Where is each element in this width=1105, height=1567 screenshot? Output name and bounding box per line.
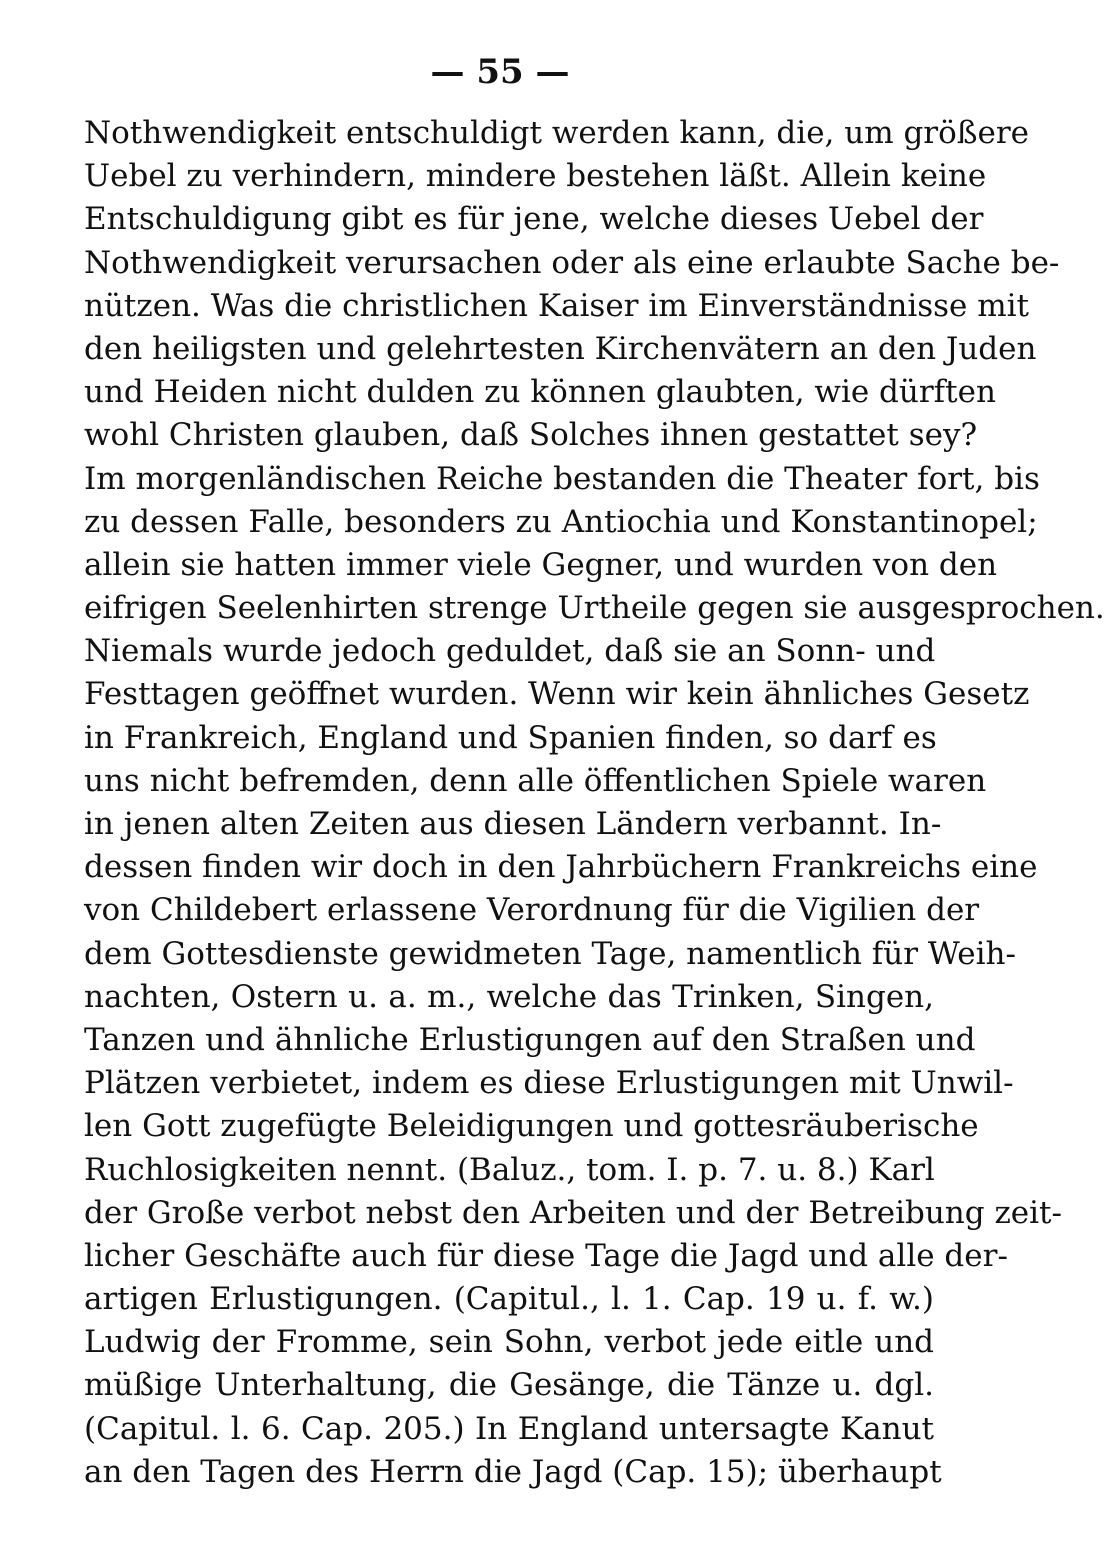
text-line: Tanzen und ähnliche Erlustigungen auf den Straßen und (84, 1021, 976, 1058)
text-line: Niemals wurde jedoch geduldet, daß sie an Sonn- und (84, 633, 936, 670)
text-line: dem Gottesdienste gewidmeten Tage, namentlich für Weih- (84, 935, 1016, 972)
text-line: zu dessen Falle, besonders zu Antiochia und Konstantinopel; (84, 503, 1038, 540)
page-number-header: — 55 — (430, 52, 570, 92)
text-line: len Gott zugefügte Beleidigungen und gottesräuberische (84, 1108, 979, 1145)
text-line: Festtagen geöffnet wurden. Wenn wir kein ähnliches Gesetz (84, 676, 1030, 713)
text-line: Im morgenländischen Reiche bestanden die Theater fort, bis (84, 460, 1040, 497)
text-line: nützen. Was die christlichen Kaiser im Einverständnisse mit (84, 287, 1030, 324)
text-line: Nothwendigkeit verursachen oder als eine erlaubte Sache be- (84, 244, 1060, 281)
text-line: licher Geschäfte auch für diese Tage die Jagd und alle der- (84, 1237, 1008, 1274)
text-line: allein sie hatten immer viele Gegner, und wurden von den (84, 546, 998, 583)
text-line: Nothwendigkeit entschuldigt werden kann, die, um größere (84, 115, 1030, 151)
text-line: wohl Christen glauben, daß Solches ihnen gestattet sey? (84, 417, 978, 454)
text-line: Uebel zu verhindern, mindere bestehen läßt. Allein keine (84, 158, 987, 195)
text-line: artigen Erlustigungen. (Capitul., l. 1. Cap. 19 u. f. w.) (84, 1281, 934, 1318)
text-line: Plätzen verbietet, indem es diese Erlustigungen mit Unwil- (84, 1065, 1014, 1102)
text-line: nachten, Ostern u. a. m., welche das Trinken, Singen, (84, 978, 934, 1015)
text-line: in jenen alten Zeiten aus diesen Ländern verbannt. In- (84, 806, 942, 842)
text-line: von Childebert erlassene Verordnung für die Vigilien der (84, 892, 980, 929)
text-line: müßige Unterhaltung, die Gesänge, die Tänze u. dgl. (84, 1367, 934, 1404)
page-text (84, 112, 1105, 1494)
text-line: den heiligsten und gelehrtesten Kirchenvätern an den Juden (84, 330, 1037, 367)
text-line: uns nicht befremden, denn alle öffentlichen Spiele waren (84, 762, 987, 799)
text-line: an den Tagen des Herrn die Jagd (Cap. 15); überhaupt (84, 1453, 942, 1490)
text-line: Ludwig der Fromme, sein Sohn, verbot jede eitle und (84, 1324, 934, 1361)
text-line: der Große verbot nebst den Arbeiten und der Betreibung zeit- (84, 1194, 1062, 1231)
text-line: eifrigen Seelenhirten strenge Urtheile gegen sie ausgesprochen. (84, 590, 1105, 627)
text-line: und Heiden nicht dulden zu können glaubten, wie dürften (84, 374, 996, 411)
text-line: Ruchlosigkeiten nennt. (Baluz., tom. I. p. 7. u. 8.) Karl (84, 1151, 935, 1188)
text-line: Entschuldigung gibt es für jene, welche dieses Uebel der (84, 201, 984, 238)
text-line: in Frankreich, England und Spanien finden, so darf es (84, 719, 937, 756)
text-line: dessen finden wir doch in den Jahrbüchern Frankreichs eine (84, 849, 1038, 886)
text-line: (Capitul. l. 6. Cap. 205.) In England untersagte Kanut (84, 1410, 934, 1447)
